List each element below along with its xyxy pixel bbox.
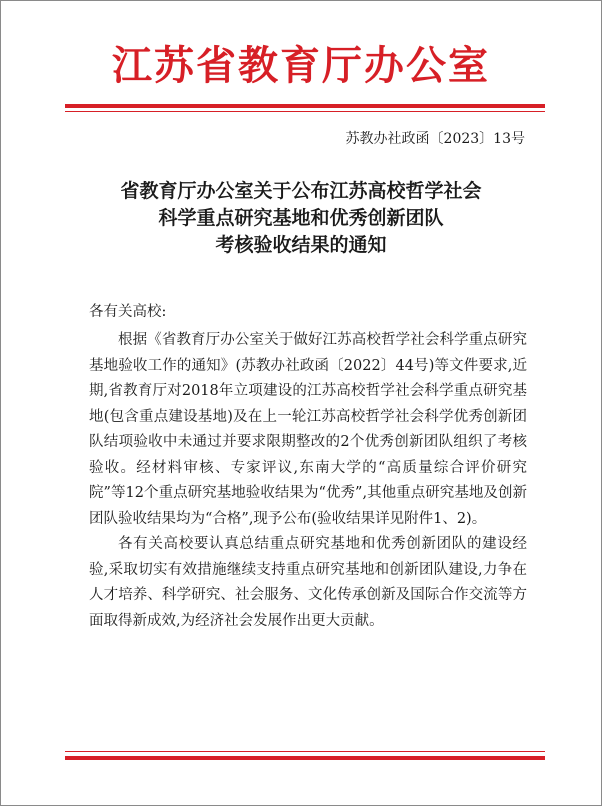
document-title [1, 178, 601, 259]
body-paragraph-1: 根据《省教育厅办公室关于做好江苏高校哲学社会科学重点研究基地验收工作的通知》(苏教办社政函〔2022〕44号)等文件要求,近期,省教育厅对2018年立项建设的江苏高校哲学社会科学重点研究基地(包含重点建设基地)及在上一轮江苏高校哲学社会科学优秀创新团队结项验收中未通过并要求限期整改的2个优秀创新团队组织了考核验收。经材料审核、专家评议,东南大学的“高质量综合评价研究院”等12个重点研究基地验收结果为“优秀”,其他重点研究基地及创新团队验收结果均为“合格”,现予公布(验收结果详见附件1、2)。 [89, 332, 527, 527]
masthead-title: 江苏省教育厅办公室 [112, 42, 490, 89]
title-line-3: 考核验收结果的通知 [215, 234, 387, 256]
title-line-2: 科学重点研究基地和优秀创新团队 [158, 207, 444, 229]
body-paragraph-2: 各有关高校要认真总结重点研究基地和优秀创新团队的建设经验,采取切实有效措施继续支持重点研究基地和创新团队建设,力争在人才培养、科学研究、社会服务、文化传承创新及国际合作交流等方面取得新成效,为经济社会发展作出更大贡献。 [89, 536, 527, 629]
masthead-rule-thick [65, 104, 545, 108]
document-body [89, 328, 527, 634]
addressee: 各有关高校: [89, 304, 167, 320]
title-line-1: 省教育厅办公室关于公布江苏高校哲学社会 [120, 180, 482, 202]
document-number: 苏教办社政函〔2023〕13号 [345, 131, 525, 147]
footer-rule-thick [65, 756, 545, 760]
footer-rule-thin [65, 751, 545, 752]
masthead-rule-thin [65, 111, 545, 112]
